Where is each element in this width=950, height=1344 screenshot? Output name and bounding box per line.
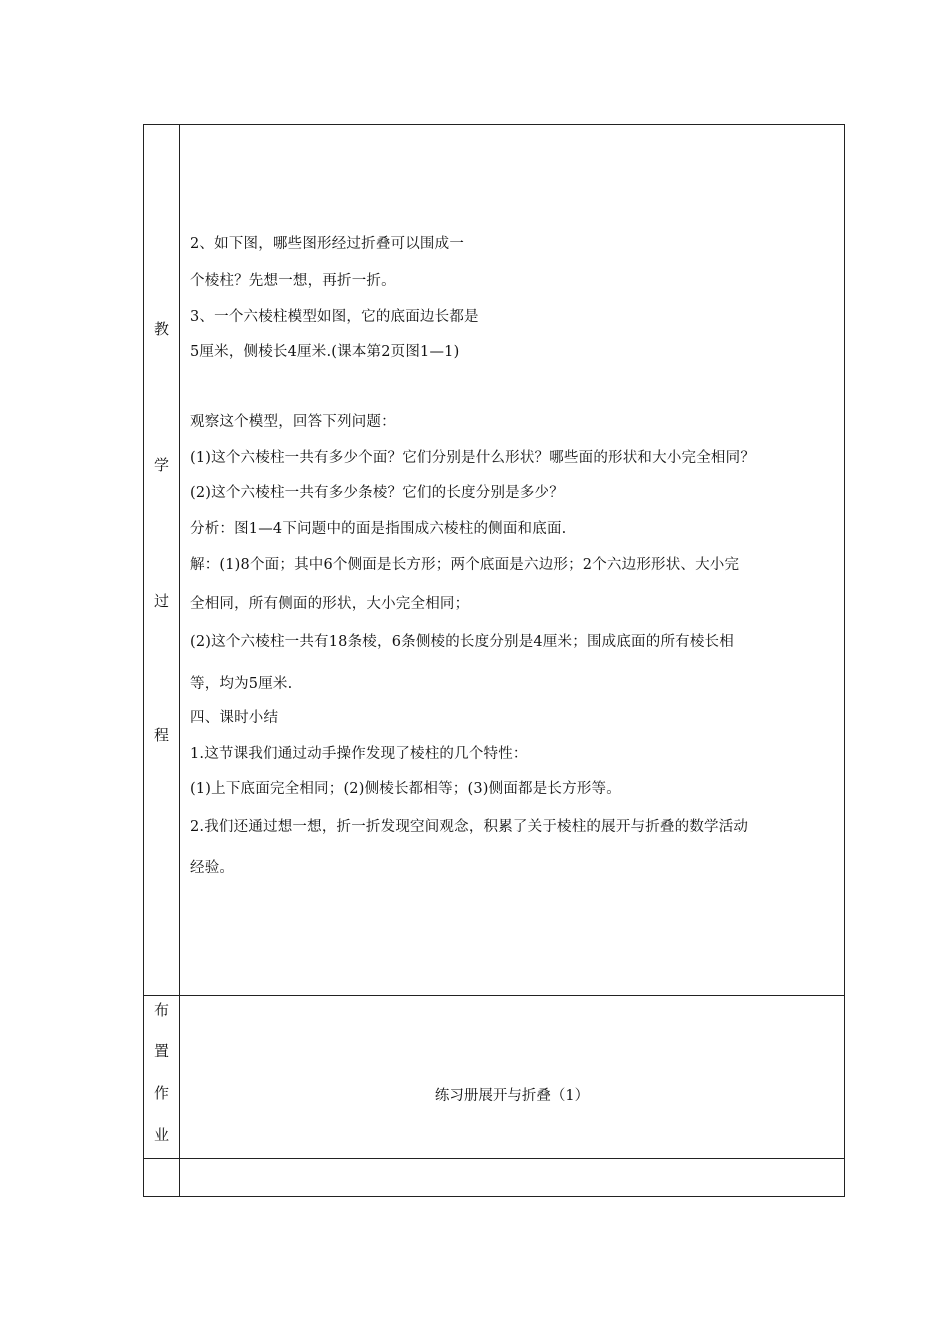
teaching-process-label-char: 程 [153,726,169,744]
row-divider-1 [144,995,844,996]
teaching-process-label-char: 学 [153,456,169,474]
content-line: (2)这个六棱柱一共有18条棱，6条侧棱的长度分别是4厘米；围成底面的所有棱长相 [190,634,734,650]
homework-label-char: 作 [153,1084,169,1102]
content-line: 经验。 [190,860,235,876]
content-line: 3、一个六棱柱模型如图，它的底面边长都是 [190,309,479,325]
teaching-process-label-char: 过 [153,592,169,610]
content-line: 解：(1)8个面；其中6个侧面是长方形；两个底面是六边形；2个六边形形状、大小完 [190,557,740,573]
lesson-plan-table [143,124,845,1197]
content-line: 分析：图1—4下问题中的面是指围成六棱柱的侧面和底面. [190,521,567,537]
content-line: 5厘米，侧棱长4厘米.(课本第2页图1—1) [190,344,460,360]
homework-label-char: 业 [153,1126,169,1144]
content-line: 2.我们还通过想一想，折一折发现空间观念，积累了关于棱柱的展开与折叠的数学活动 [190,819,749,835]
content-line: (1)这个六棱柱一共有多少个面？它们分别是什么形状？哪些面的形状和大小完全相同？ [190,450,756,466]
content-line: (2)这个六棱柱一共有多少条棱？它们的长度分别是多少？ [190,485,564,501]
content-line: 等，均为5厘米. [190,676,293,692]
homework-label-char: 布 [153,1001,169,1019]
row-divider-2 [144,1158,844,1159]
content-line: 1.这节课我们通过动手操作发现了棱柱的几个特性： [190,746,528,762]
content-line: (1)上下底面完全相同；(2)侧棱长都相等；(3)侧面都是长方形等。 [190,781,621,797]
homework-label-char: 置 [153,1042,169,1060]
homework-content: 练习册展开与折叠（1） [434,1088,590,1104]
content-line: 观察这个模型，回答下列问题： [190,414,396,430]
section-heading: 四、课时小结 [190,710,279,726]
teaching-process-label-char: 教 [153,320,169,338]
content-line: 2、如下图，哪些图形经过折叠可以围成一 [190,236,465,252]
content-line: 全相同，所有侧面的形状，大小完全相同； [190,596,470,612]
content-line: 个棱柱？先想一想，再折一折。 [190,273,396,289]
column-divider [179,125,180,1196]
